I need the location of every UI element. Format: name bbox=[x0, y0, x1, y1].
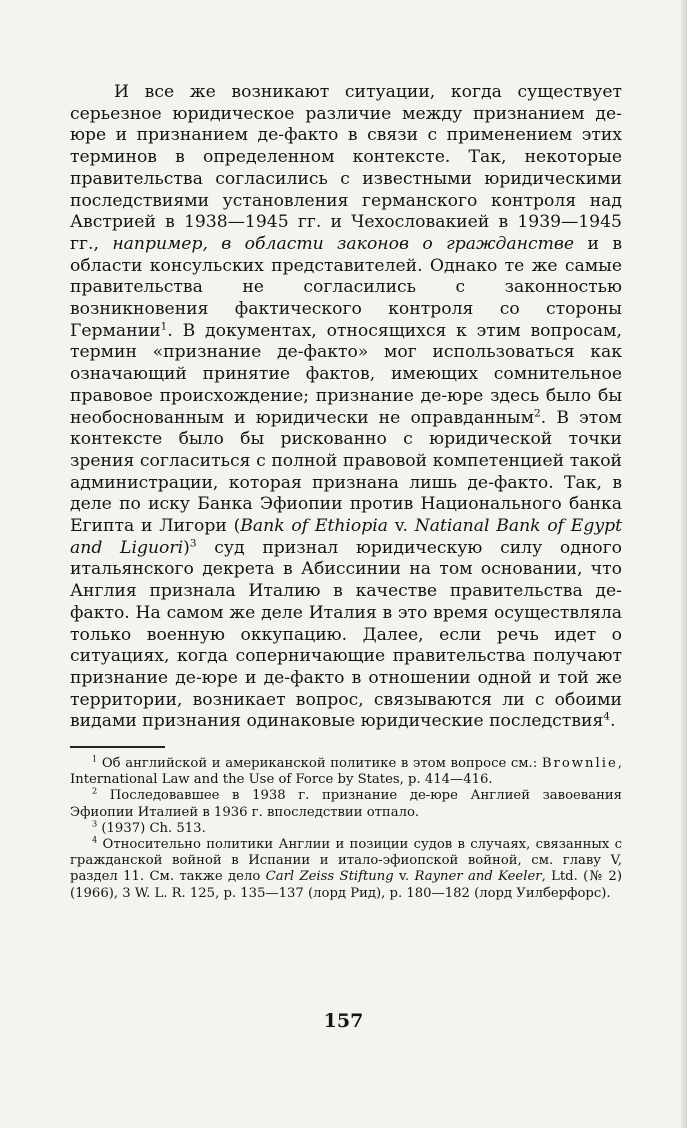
footnote-text: , Ltd. (№ 2) (1966), 3 W. L. R. 125, p. 135—137 (лорд Рид), p. 180—182 (лорд Уилберфорс). bbox=[70, 869, 622, 901]
footnote-ref-2[interactable]: 2 bbox=[533, 405, 541, 419]
page-edge-shadow bbox=[681, 0, 687, 1128]
footnote-ref-4[interactable]: 4 bbox=[603, 709, 611, 723]
footnote-number: 1 bbox=[92, 753, 98, 764]
paragraph-text: суд признал юридическую силу одного итальянского декрета в Абиссинии на том основании, что Англия признала Италию в качестве правительства де-факто. На самом же деле Италия в это время осуществляла только военную оккупацию. Далее, если речь идет о ситуациях, когда соперничающие правительства получают признание де-юре и де-факто в отношении одной и той же территории, возникает вопрос, связываются ли с обоими видами признания одинаковые юридические последствия bbox=[70, 537, 623, 732]
footnote-number: 2 bbox=[92, 786, 98, 797]
footnote-text: , International Law and the Use of Force by States, p. 414—416. bbox=[70, 756, 622, 788]
main-paragraph bbox=[70, 82, 622, 733]
footnote-1 bbox=[70, 753, 622, 788]
footnote-ref-3[interactable]: 3 bbox=[189, 536, 197, 550]
versus-text: v. bbox=[393, 869, 415, 885]
versus-text: v. bbox=[388, 516, 415, 537]
author-name: Brownlie bbox=[541, 756, 618, 771]
case-name-party2: Rayner and Keeler bbox=[414, 869, 542, 885]
footnote-4 bbox=[70, 834, 622, 902]
paren-close: ) bbox=[183, 537, 190, 558]
paragraph-text: . В документах, относящихся к этим вопросам, термин «признание де-факто» мог использоваться как означающий принятие фактов, имеющих сомнительное правовое происхождение; признание де-юре здесь было бы необоснованным и юридически не оправданным bbox=[70, 320, 622, 428]
paragraph-end: . bbox=[610, 711, 616, 732]
footnote-divider bbox=[70, 746, 165, 748]
footnote-text: Об английской и американской политике в этом вопросе см.: bbox=[97, 756, 542, 771]
footnote-number: 3 bbox=[92, 818, 98, 829]
case-name-party2: Natianal Bank of Egypt and Liguori bbox=[70, 516, 622, 558]
footnote-ref-1[interactable]: 1 bbox=[160, 319, 168, 332]
footnote-3 bbox=[70, 818, 622, 837]
footnote-2 bbox=[70, 788, 622, 820]
footnotes-section bbox=[70, 753, 622, 902]
paragraph-text: И все же возникают ситуации, когда существует серьезное юридическое различие между признанием де-юре и признанием де-факто в связи с применением этих терминов в определенном контексте. Так, некоторые правительства согласились с известными юридическими последствиями установления германского контроля над Австрией в 1938—1945 гг. и Чехословакией в 1939—1945 гг., bbox=[70, 82, 622, 254]
footnote-text: Последовавшее в 1938 г. признание де-юре Англией завоевания Эфиопии Италией в 1936 г. впоследствии отпало. bbox=[70, 788, 622, 820]
page-number: 157 bbox=[323, 1010, 364, 1032]
case-name-party1: Carl Zeiss Stiftung bbox=[265, 869, 394, 885]
footnote-text: Относительно политики Англии и позиции судов в случаях, связанных с гражданской войной в Испании и итало-эфиопской войной, см. главу V, раздел 11. См. также дело bbox=[70, 837, 622, 885]
footnote-number: 4 bbox=[92, 834, 98, 845]
paragraph-text: и в области консульских представителей. Однако те же самые правительства не согласились с законностью возникновения фактического контроля со стороны Германии bbox=[70, 233, 622, 341]
italic-phrase: например, в области законов о гражданстве bbox=[112, 233, 575, 254]
footnote-text: (1937) Ch. 513. bbox=[97, 820, 206, 836]
case-name-party1: Bank of Ethiopia bbox=[240, 516, 389, 537]
paragraph-text: . В этом контексте было бы рискованно с юридической точки зрения согласиться с полной правовой компетенцией такой администрации, которая признана лишь де-факто. Так, в деле по иску Банка Эфиопии против Национального банка Египта и Лигори ( bbox=[70, 407, 622, 537]
